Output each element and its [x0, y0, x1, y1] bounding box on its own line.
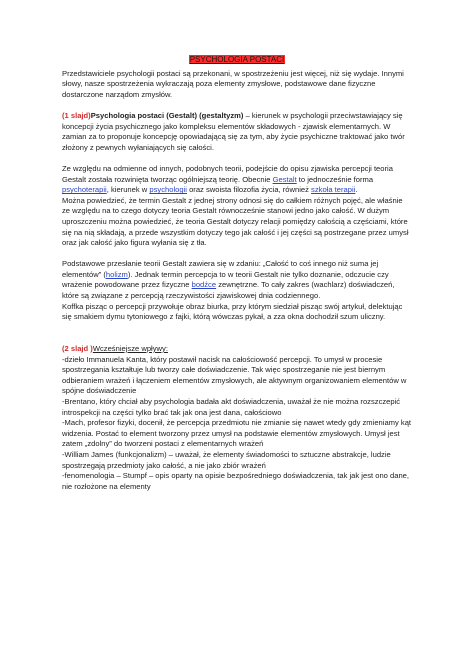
influence-item: -William James (funkcjonalizm) – uważał, że elementy świadomości to sztuczne abstrakcje, ludzie spostrzegają przedmioty jako całość, a nie jako zbiór wrażeń	[62, 449, 391, 470]
basic-text-3: zewnętrzne. To cały zakres (wachlarz) doświadczeń, które są związane z percepcją rzeczywistości zjawiskowej dnia codziennego.	[62, 280, 395, 301]
spacer	[62, 333, 412, 344]
link-psychologii[interactable]: psychologii	[149, 185, 187, 195]
slide1-term: Psychologia postaci (Gestalt) (gestaltyzm)	[90, 110, 244, 120]
link-holizm[interactable]: holizm	[105, 269, 128, 279]
meaning-paragraph: Można powiedzieć, że termin Gestalt z jednej strony odnosi się do całkiem różnych pojęć, ale właśnie ze względu na to czego dotyczy teoria Gestalt równocześnie stanowi jedno jako całość. W dużym uproszczeniu można powiedzieć, że teoria Gestalt dotyczy relacji pomiędzy całością a częściami, które się na nią składają, a przede wszystkim dotyczy tego jak całość i jej części są postrzegane przez umysł oraz jak całość jako figura wyłania się z tła.	[62, 195, 409, 248]
history-text-4: oraz swoista filozofia życia, również	[186, 185, 312, 195]
page-title: PSYCHOLOGIA POSTACI	[189, 55, 285, 64]
influence-item: -Mach, profesor fizyki, docenił, że percepcja przedmiotu nie zmianie się nawet wtedy gdy zmieniamy kąt widzenia. Postać to element tworzony przez umysł na podstawie elementów zmysłowych. Umysł jest zatem „zdolny” do tworzeni postaci z elementarnych wrażeń	[62, 418, 412, 449]
slide1-tag: (1 slajd)	[62, 110, 91, 120]
history-paragraph	[62, 164, 412, 196]
history-text-2: to jednocześnie forma	[296, 174, 374, 184]
intro-paragraph: Przedstawiciele psychologii postaci są przekonani, w spostrzeżeniu jest więcej, niż się wydaje. Innymi słowy, nasze spostrzeżenia wykraczają poza elementy zmysłowe, podstawowe dane fizyczne dostarczone narządom zmysłów.	[62, 68, 404, 99]
history-text-5: .	[355, 185, 358, 195]
basic-paragraph	[62, 259, 412, 301]
koffka-paragraph: Koffka pisząc o percepcji przywołuje obraz biurka, przy którym siedział pisząc swój artykuł, delektując się smakiem dymu tytoniowego z fajki, którą wówczas pykał, a zza okna dochodził szum uliczny.	[62, 301, 403, 322]
link-gestalt[interactable]: Gestalt	[272, 174, 297, 184]
slide2-tag: (2 slajd )	[62, 344, 93, 354]
slide1-definition: – kierunek w psychologii przeciwstawiający się koncepcji życia psychicznego jako kompleksu elementów składowych - zjawisk elementarnych. W zamian za to proponuje koncepcję opowiadającą się za tym, aby życie psychiczne traktować jako twór złożony z pewnych wyłaniających się całości.	[62, 110, 405, 152]
link-bodzce[interactable]: bodźce	[191, 280, 217, 290]
slide2-section	[62, 344, 412, 492]
title-wrap	[62, 55, 412, 66]
history-text-3: , kierunek w	[106, 185, 150, 195]
slide1-paragraph	[62, 111, 412, 153]
basic-text-2: ). Jednak termin percepcja to w teorii Gestalt nie tylko doznanie, odczucie czy wrażenie powodowane przez fizyczne	[62, 269, 389, 290]
link-szkola-terapii[interactable]: szkoła terapii	[311, 185, 356, 195]
link-psychoterapii[interactable]: psychoterapii	[62, 185, 107, 195]
influence-item: -fenomenologia – Stumpf – opis oparty na opisie bezpośredniego doświadczenia, tak jak jest ono dane, nie rozłożone na elementy	[62, 471, 410, 491]
basic-text-1: Podstawowe przesłanie teorii Gestalt zawiera się w zdaniu: „Całość to coś innego niż suma jej elementów” (	[62, 259, 379, 279]
slide2-heading: Wcześniejsze wpływy:	[92, 344, 168, 354]
influence-item: -Brentano, który chciał aby psychologia badała akt doświadczenia, uważał że nie można rozszczepić introspekcji na części tylko brać tak jak ona jest dana, całościowo	[62, 397, 401, 417]
slide2-heading-line	[62, 344, 412, 355]
history-text-1: Ze względu na odmienne od innych, podobnych teorii, podejście do opisu zjawiska percepcji teoria Gestalt została rozwinięta tworząc ogólniejszą teorię. Obecnie	[62, 163, 393, 184]
influence-item: -dzieło Immanuela Kanta, który postawił nacisk na całościowość percepcji. To umysł w procesie spostrzegania kształtuje lub tworzy całe doświadczenie. Tak więc spostrzeganie nie jest biernym odbieraniem wrażeń i łączeniem elementów zmysłowych, ale aktywnym organizowaniem elementów w spójne doświadczenie	[62, 354, 407, 396]
